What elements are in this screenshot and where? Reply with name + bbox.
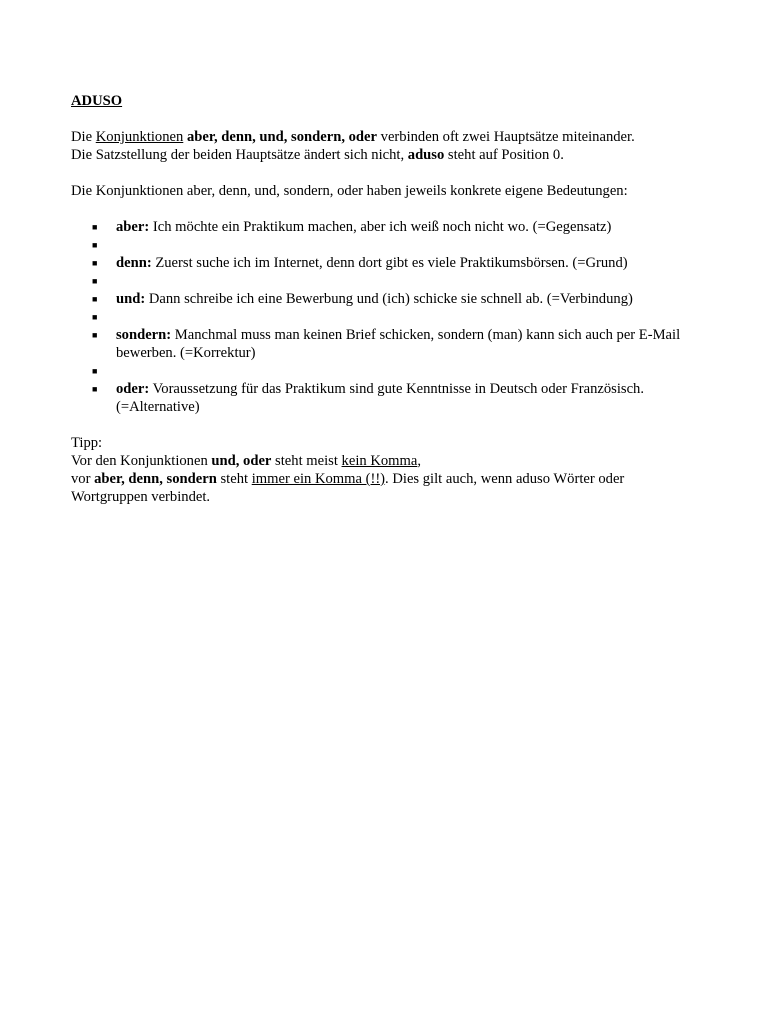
tip-heading: Tipp: bbox=[71, 435, 103, 451]
bullet-text: Dann schreibe ich eine Bewerbung und (ich) schicke sie schnell ab. (=Verbindung) bbox=[145, 291, 633, 307]
list-item-empty bbox=[71, 236, 691, 254]
bullet-marker: ■ bbox=[92, 366, 98, 376]
list-item-empty bbox=[71, 362, 691, 380]
bullet-text: Ich möchte ein Praktikum machen, aber ich weiß noch nicht wo. (=Gegensatz) bbox=[149, 219, 612, 235]
meanings-intro: Die Konjunktionen aber, denn, und, sondern, oder haben jeweils konkrete eigene Bedeutungen: bbox=[71, 183, 628, 199]
bullet-marker: ■ bbox=[92, 222, 98, 232]
conjunction-list bbox=[71, 218, 691, 416]
list-item bbox=[71, 218, 691, 236]
bullet-term: oder: bbox=[116, 381, 150, 397]
tip-line2-bold: aber, denn, sondern bbox=[94, 471, 217, 487]
bullet-term: denn: bbox=[116, 255, 152, 271]
tip-line2-prefix: vor bbox=[71, 471, 95, 487]
tip-paragraph bbox=[71, 434, 691, 506]
document-content bbox=[71, 92, 691, 506]
list-item bbox=[71, 254, 691, 272]
spacer bbox=[71, 164, 691, 182]
tip-line1-suffix: , bbox=[417, 453, 421, 469]
spacer bbox=[71, 200, 691, 218]
intro-line1-suffix: verbinden oft zwei Hauptsätze miteinander. bbox=[377, 129, 635, 145]
tip-line2-underlined: immer ein Komma (!!) bbox=[251, 471, 386, 487]
tip-line2-suffix: . Dies gilt auch, wenn aduso Wörter oder Wortgruppen verbindet. bbox=[71, 471, 625, 505]
bullet-marker: ■ bbox=[92, 240, 98, 250]
bullet-marker: ■ bbox=[92, 384, 98, 394]
spacer bbox=[71, 416, 691, 434]
intro-line1-prefix: Die bbox=[71, 129, 96, 145]
spacer bbox=[71, 110, 691, 128]
tip-line1-prefix: Vor den Konjunktionen bbox=[71, 453, 212, 469]
list-item-empty bbox=[71, 272, 691, 290]
intro-line2-prefix: Die Satzstellung der beiden Hauptsätze ändert sich nicht, bbox=[71, 147, 408, 163]
list-item bbox=[71, 290, 691, 308]
tip-line1-underlined: kein Komma bbox=[341, 453, 418, 469]
list-item-empty bbox=[71, 308, 691, 326]
bullet-text: Voraussetzung für das Praktikum sind gute Kenntnisse in Deutsch oder Französisch. (=Alternative) bbox=[116, 381, 644, 415]
bullet-marker: ■ bbox=[92, 258, 98, 268]
list-item bbox=[71, 380, 691, 416]
bullet-marker: ■ bbox=[92, 294, 98, 304]
bullet-marker: ■ bbox=[92, 330, 98, 340]
intro-aduso-bold: aduso bbox=[407, 147, 445, 163]
bullet-term: sondern: bbox=[116, 327, 172, 343]
bullet-marker: ■ bbox=[92, 276, 98, 286]
document-title bbox=[71, 92, 691, 110]
bullet-text: Zuerst suche ich im Internet, denn dort gibt es viele Praktikumsbörsen. (=Grund) bbox=[151, 255, 628, 271]
bullet-marker: ■ bbox=[92, 312, 98, 322]
bullet-term: aber: bbox=[116, 219, 150, 235]
bullet-term: und: bbox=[116, 291, 146, 307]
tip-line2-middle: steht bbox=[216, 471, 252, 487]
intro-underlined-term: Konjunktionen bbox=[95, 129, 184, 145]
tip-line1-bold: und, oder bbox=[211, 453, 272, 469]
intro-line2-suffix: steht auf Position 0. bbox=[444, 147, 564, 163]
list-item bbox=[71, 326, 691, 362]
intro-conjunctions-bold: aber, denn, und, sondern, oder bbox=[186, 129, 377, 145]
intro-paragraph bbox=[71, 128, 691, 164]
bullet-text: Manchmal muss man keinen Brief schicken, sondern (man) kann sich auch per E-Mail bewerben. (=Korrektur) bbox=[116, 327, 681, 361]
title-text: ADUSO bbox=[71, 93, 123, 109]
tip-line1-middle: steht meist bbox=[271, 453, 342, 469]
